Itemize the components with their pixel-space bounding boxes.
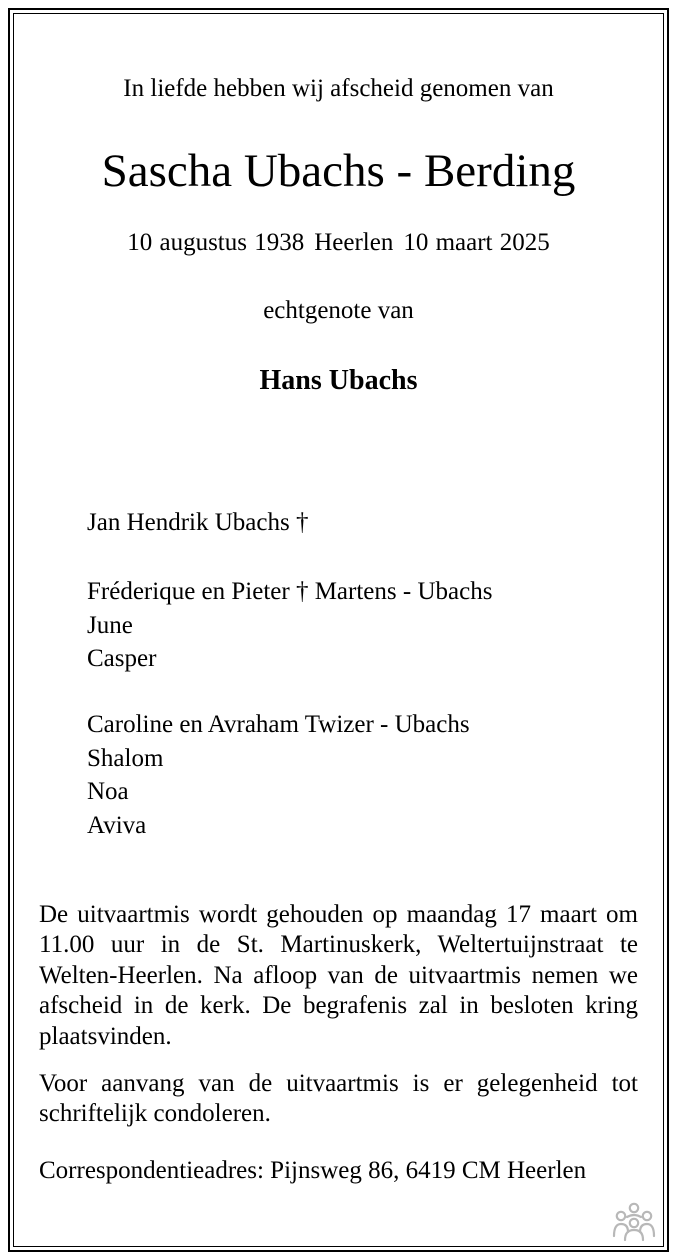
family-member: Casper xyxy=(87,645,157,672)
family-member: Caroline en Avraham Twizer - Ubachs xyxy=(87,711,470,738)
spouse-label: echtgenote van xyxy=(263,297,414,324)
deceased-name: Sascha Ubachs - Berding xyxy=(101,145,576,197)
family-member: June xyxy=(87,611,133,639)
spouse-name: Hans Ubachs xyxy=(259,365,418,396)
family-group-3 xyxy=(87,708,470,842)
funeral-details: De uitvaartmis wordt gehouden op maandag 17 maart om 11.00 uur in de St. Martinuskerk, Weltertuijnstraat te Welten-Heerlen. Na afloop van de uitvaartmis nemen we afscheid in de kerk. De begrafenis zal in besloten kring plaatsvinden. xyxy=(39,901,638,1050)
family-group-2 xyxy=(87,575,492,676)
family-member: Shalom xyxy=(87,744,164,772)
people-group-logo-icon xyxy=(611,1202,657,1242)
family-member: Fréderique en Pieter † Martens - Ubachs xyxy=(87,578,493,605)
condolence-details: Voor aanvang van de uitvaartmis is er gelegenheid tot schriftelijk condoleren. xyxy=(39,1070,638,1128)
intro-text: In liefde hebben wij afscheid genomen van xyxy=(123,75,554,102)
death-date: 10 maart 2025 xyxy=(403,229,550,256)
correspondence-address: Correspondentieadres: Pijnsweg 86, 6419 CM Heerlen xyxy=(39,1157,587,1184)
family-member: Aviva xyxy=(87,811,147,839)
family-member: Jan Hendrik Ubachs † xyxy=(87,509,309,536)
family-group-1 xyxy=(87,506,308,540)
life-dates xyxy=(0,227,677,259)
family-member: Noa xyxy=(87,778,129,805)
birth-date: 10 augustus 1938 xyxy=(127,229,305,256)
place: Heerlen xyxy=(314,229,394,256)
